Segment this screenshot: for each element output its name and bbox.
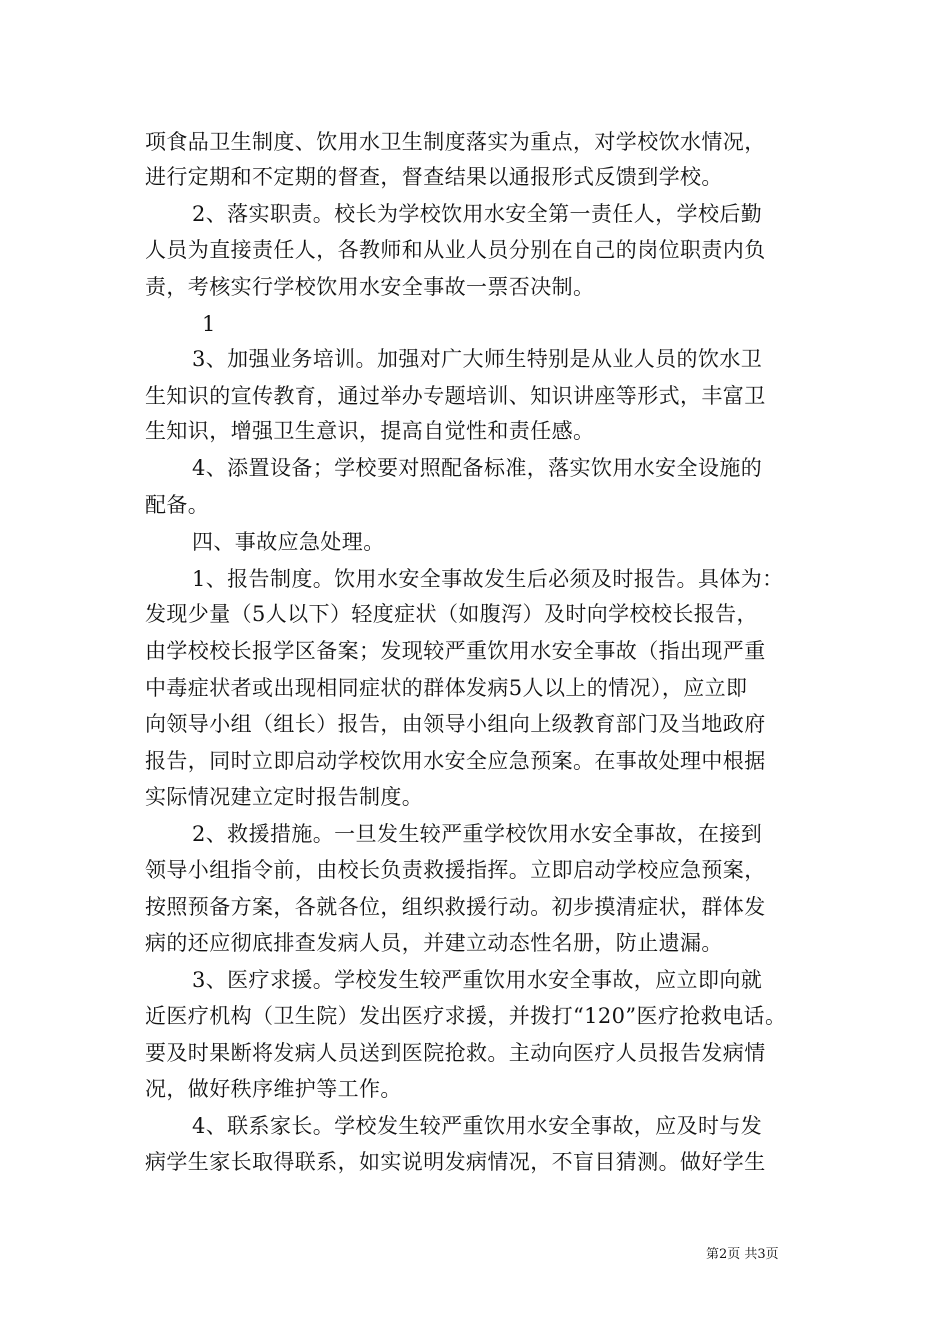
text-line: 3、加强业务培训。加强对广大师生特别是从业人员的饮水卫 — [192, 347, 763, 371]
text-line: 2、落实职责。校长为学校饮用水安全第一责任人，学校后勤 — [192, 202, 763, 226]
text-line: 人员为直接责任人，各教师和从业人员分别在自己的岗位职责内负 — [145, 238, 766, 262]
text-line: 由学校校长报学区备案；发现较严重饮用水安全事故（指出现严重 — [145, 639, 766, 663]
text-line: 生知识，增强卫生意识，提高自觉性和责任感。 — [145, 419, 595, 443]
text-line: 1、报告制度。饮用水安全事故发生后必须及时报告。具体为： — [192, 567, 784, 591]
text-line: 生知识的宣传教育，通过举办专题培训、知识讲座等形式，丰富卫 — [145, 384, 766, 408]
text-line: 领导小组指令前，由校长负责救援指挥。立即启动学校应急预案， — [145, 858, 766, 882]
text-line: 责，考核实行学校饮用水安全事故一票否决制。 — [145, 275, 595, 299]
text-line: 进行定期和不定期的督查，督查结果以通报形式反馈到学校。 — [145, 165, 723, 189]
text-line: 要及时果断将发病人员送到医院抢救。主动向医疗人员报告发病情 — [145, 1041, 766, 1065]
text-line: 配备。 — [145, 493, 210, 517]
text-line: 病学生家长取得联系，如实说明发病情况，不盲目猜测。做好学生 — [145, 1150, 766, 1174]
text-line: 3、医疗求援。学校发生较严重饮用水安全事故，应立即向就 — [192, 968, 763, 992]
text-line: 4、添置设备；学校要对照配备标准，落实饮用水安全设施的 — [192, 456, 763, 480]
inline-page-marker: 1 — [202, 312, 216, 336]
text-line: 按照预备方案，各就各位，组织救援行动。初步摸清症状，群体发 — [145, 895, 766, 919]
text-line: 中毒症状者或出现相同症状的群体发病5人以上的情况），应立即 — [145, 676, 748, 700]
text-line: 向领导小组（组长）报告，由领导小组向上级教育部门及当地政府 — [145, 712, 766, 736]
text-line: 况，做好秩序维护等工作。 — [145, 1077, 402, 1101]
text-line: 4、联系家长。学校发生较严重饮用水安全事故，应及时与发 — [192, 1114, 763, 1138]
text-line: 项食品卫生制度、饮用水卫生制度落实为重点，对学校饮水情况， — [145, 130, 766, 154]
section-heading: 四、事故应急处理。 — [192, 530, 385, 554]
text-line: 报告，同时立即启动学校饮用水安全应急预案。在事故处理中根据 — [145, 749, 766, 773]
text-line: 病的还应彻底排查发病人员，并建立动态性名册，防止遗漏。 — [145, 931, 723, 955]
page-number: 第2页 共3页 — [706, 1247, 779, 1262]
text-line: 2、救援措施。一旦发生较严重学校饮用水安全事故，在接到 — [192, 822, 763, 846]
text-line: 发现少量（5人以下）轻度症状（如腹泻）及时向学校校长报告， — [145, 602, 758, 626]
text-line: 近医疗机构（卫生院）发出医疗求援，并拨打“120”医疗抢救电话。 — [145, 1004, 787, 1028]
text-line: 实际情况建立定时报告制度。 — [145, 785, 424, 809]
